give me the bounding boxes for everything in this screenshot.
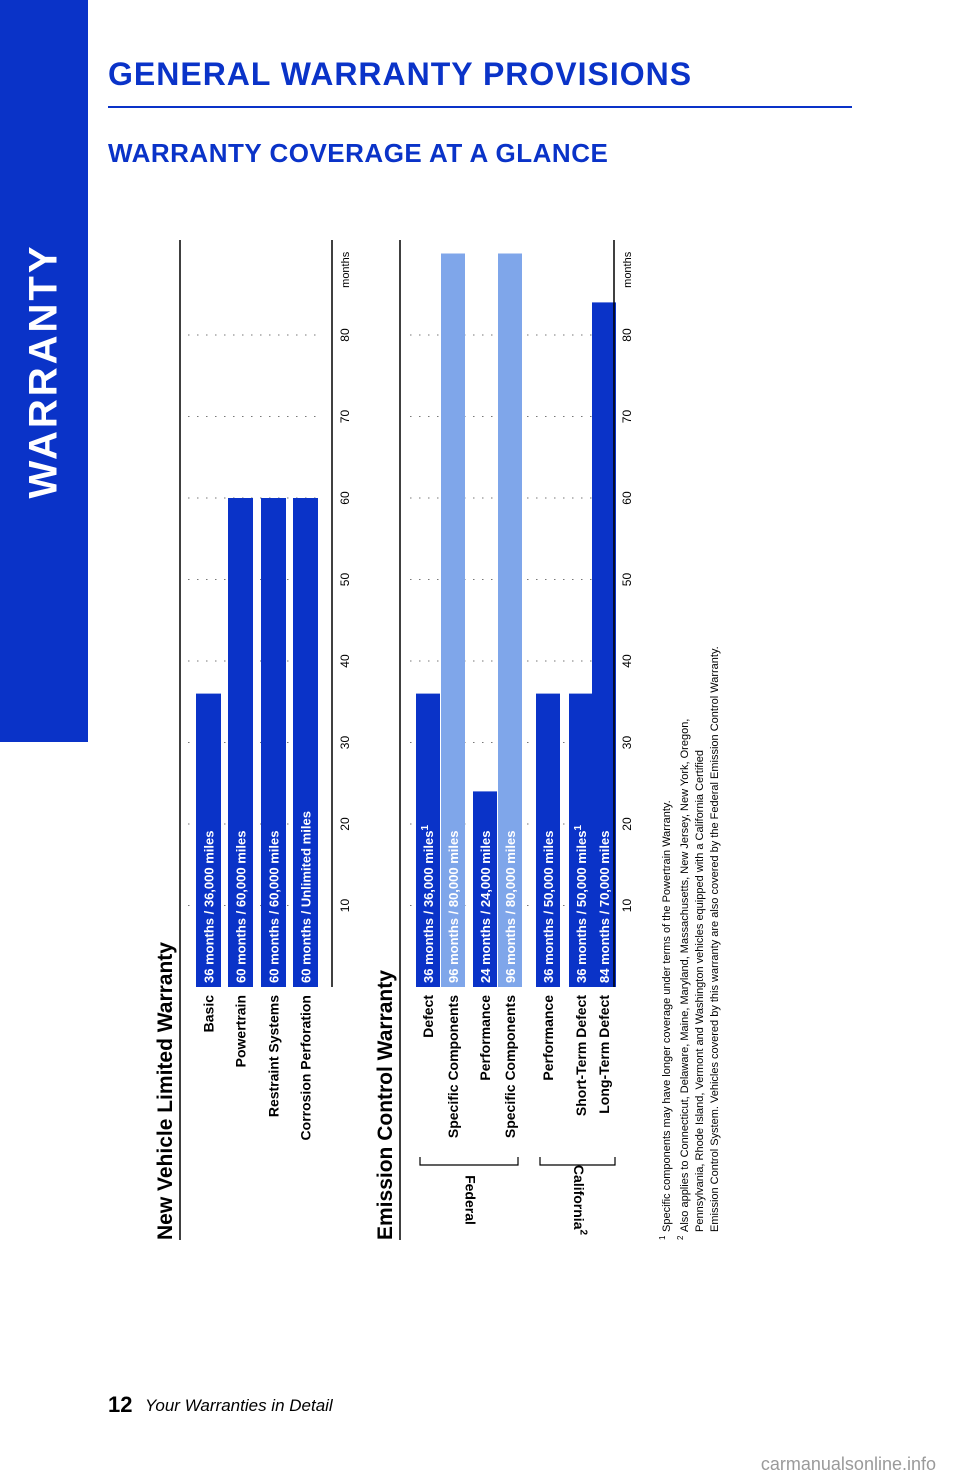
chart-1-tick-label: 10 bbox=[338, 898, 352, 913]
group-california-label: California$^2$ bbox=[570, 1164, 589, 1236]
chart-2-category-label: Defect bbox=[420, 995, 436, 1038]
chart-1-category-label: Restraint Systems bbox=[265, 995, 282, 1118]
chart-1-bar-label: 60 months / 60,000 miles bbox=[233, 830, 249, 983]
title-divider bbox=[108, 106, 852, 108]
footnote-1-marker: 1 bbox=[658, 1235, 667, 1240]
chart-1-bar-label: 36 months / 36,000 miles bbox=[201, 830, 217, 983]
chart-2-category-label: Specific Components bbox=[445, 995, 461, 1139]
chart-1-tick-label: 80 bbox=[338, 328, 352, 342]
chart-2-bar-label: 24 months / 24,000 miles bbox=[478, 830, 493, 983]
chart-2-bar-label-superscript: 1 bbox=[572, 824, 584, 831]
chart-1-bar-label: 60 months / Unlimited miles bbox=[298, 811, 314, 983]
chart-1-axis-unit: months bbox=[340, 251, 352, 288]
chart-2-tick-label: 30 bbox=[620, 735, 634, 750]
chart-2-tick-label: 20 bbox=[620, 817, 634, 831]
chart-2-category-label: Long-Term Defect bbox=[596, 995, 612, 1114]
chart-2-tick-label: 70 bbox=[620, 409, 634, 424]
group-federal-bracket bbox=[420, 1157, 518, 1165]
chart-2-tick-label: 50 bbox=[620, 572, 634, 587]
group-california-bracket bbox=[540, 1157, 615, 1165]
chart-2-bar-label: 96 months / 80,000 miles bbox=[503, 830, 518, 983]
chart-2-category-label: Short-Term Defect bbox=[573, 995, 589, 1117]
rotated-chart-group bbox=[154, 240, 721, 1240]
chart-2-axis-unit: months bbox=[622, 251, 634, 288]
group-california-label-superscript: 2 bbox=[577, 1229, 589, 1236]
footnote-2-marker: 2 bbox=[676, 1235, 685, 1240]
group-federal-label: Federal bbox=[462, 1175, 479, 1225]
side-tab-label: WARRANTY bbox=[21, 243, 66, 499]
chart-2-tick-label: 40 bbox=[620, 654, 634, 668]
chart-2-bar-label: 84 months / 70,000 miles bbox=[597, 830, 612, 983]
chart-2-bar-label: 36 months / 50,000 miles$^1$ bbox=[572, 824, 589, 983]
chart-1-category-label: Basic bbox=[200, 995, 217, 1033]
chart-2-bar-label: 36 months / 36,000 miles$^1$ bbox=[419, 824, 436, 983]
chart-1-tick-label: 70 bbox=[338, 409, 352, 424]
chart-1-tick-label: 40 bbox=[338, 654, 352, 668]
watermark: carmanualsonline.info bbox=[760, 1454, 936, 1474]
page-title: GENERAL WARRANTY PROVISIONS bbox=[108, 56, 693, 92]
chart-2-bar-label: 36 months / 50,000 miles bbox=[541, 830, 556, 983]
chart-2-category-label: Performance bbox=[540, 995, 556, 1081]
footnote-2-line: Pennsylvania, Rhode Island, Vermont and Washington vehicles equipped with a California Certified bbox=[694, 749, 706, 1232]
chart-2-tick-label: 10 bbox=[620, 898, 634, 913]
footnote-2-line: Also applies to Connecticut, Delaware, Maine, Maryland, Massachusetts, New Jersey, New York, Oregon, bbox=[679, 718, 691, 1232]
chart-2-category-label: Specific Components bbox=[502, 995, 518, 1139]
page-section-label: Your Warranties in Detail bbox=[145, 1396, 333, 1415]
chart-1-tick-label: 60 bbox=[338, 491, 352, 505]
chart-1-category-label: Corrosion Perforation bbox=[297, 995, 314, 1141]
page-number: 12 bbox=[108, 1392, 133, 1417]
chart-2-bar-label: 96 months / 80,000 miles bbox=[446, 830, 461, 983]
chart-1-bar-label: 60 months / 60,000 miles bbox=[266, 830, 282, 983]
chart-2-title: Emission Control Warranty bbox=[374, 970, 397, 1240]
chart-2-tick-label: 80 bbox=[620, 328, 634, 342]
chart-1-category-label: Powertrain bbox=[232, 995, 249, 1068]
chart-2-tick-label: 60 bbox=[620, 491, 634, 505]
chart-1-tick-label: 50 bbox=[338, 572, 352, 587]
warranty-coverage-chart bbox=[150, 240, 770, 1240]
footnote-2-line: Emission Control System. Vehicles covered by this warranty are also covered by the Federal Emission Control Warranty. bbox=[709, 646, 721, 1232]
chart-2-bar-label-superscript: 1 bbox=[419, 824, 431, 831]
warranty-chart-area bbox=[150, 240, 770, 1240]
chart-2-category-label: Performance bbox=[477, 995, 493, 1081]
section-subtitle: WARRANTY COVERAGE AT A GLANCE bbox=[108, 138, 609, 168]
chart-1-title: New Vehicle Limited Warranty bbox=[154, 942, 177, 1240]
chart-1-tick-label: 30 bbox=[338, 735, 352, 750]
chart-1-tick-label: 20 bbox=[338, 817, 352, 831]
footnote-1-line: Specific components may have longer coverage under terms of the Powertrain Warranty. bbox=[661, 800, 673, 1232]
